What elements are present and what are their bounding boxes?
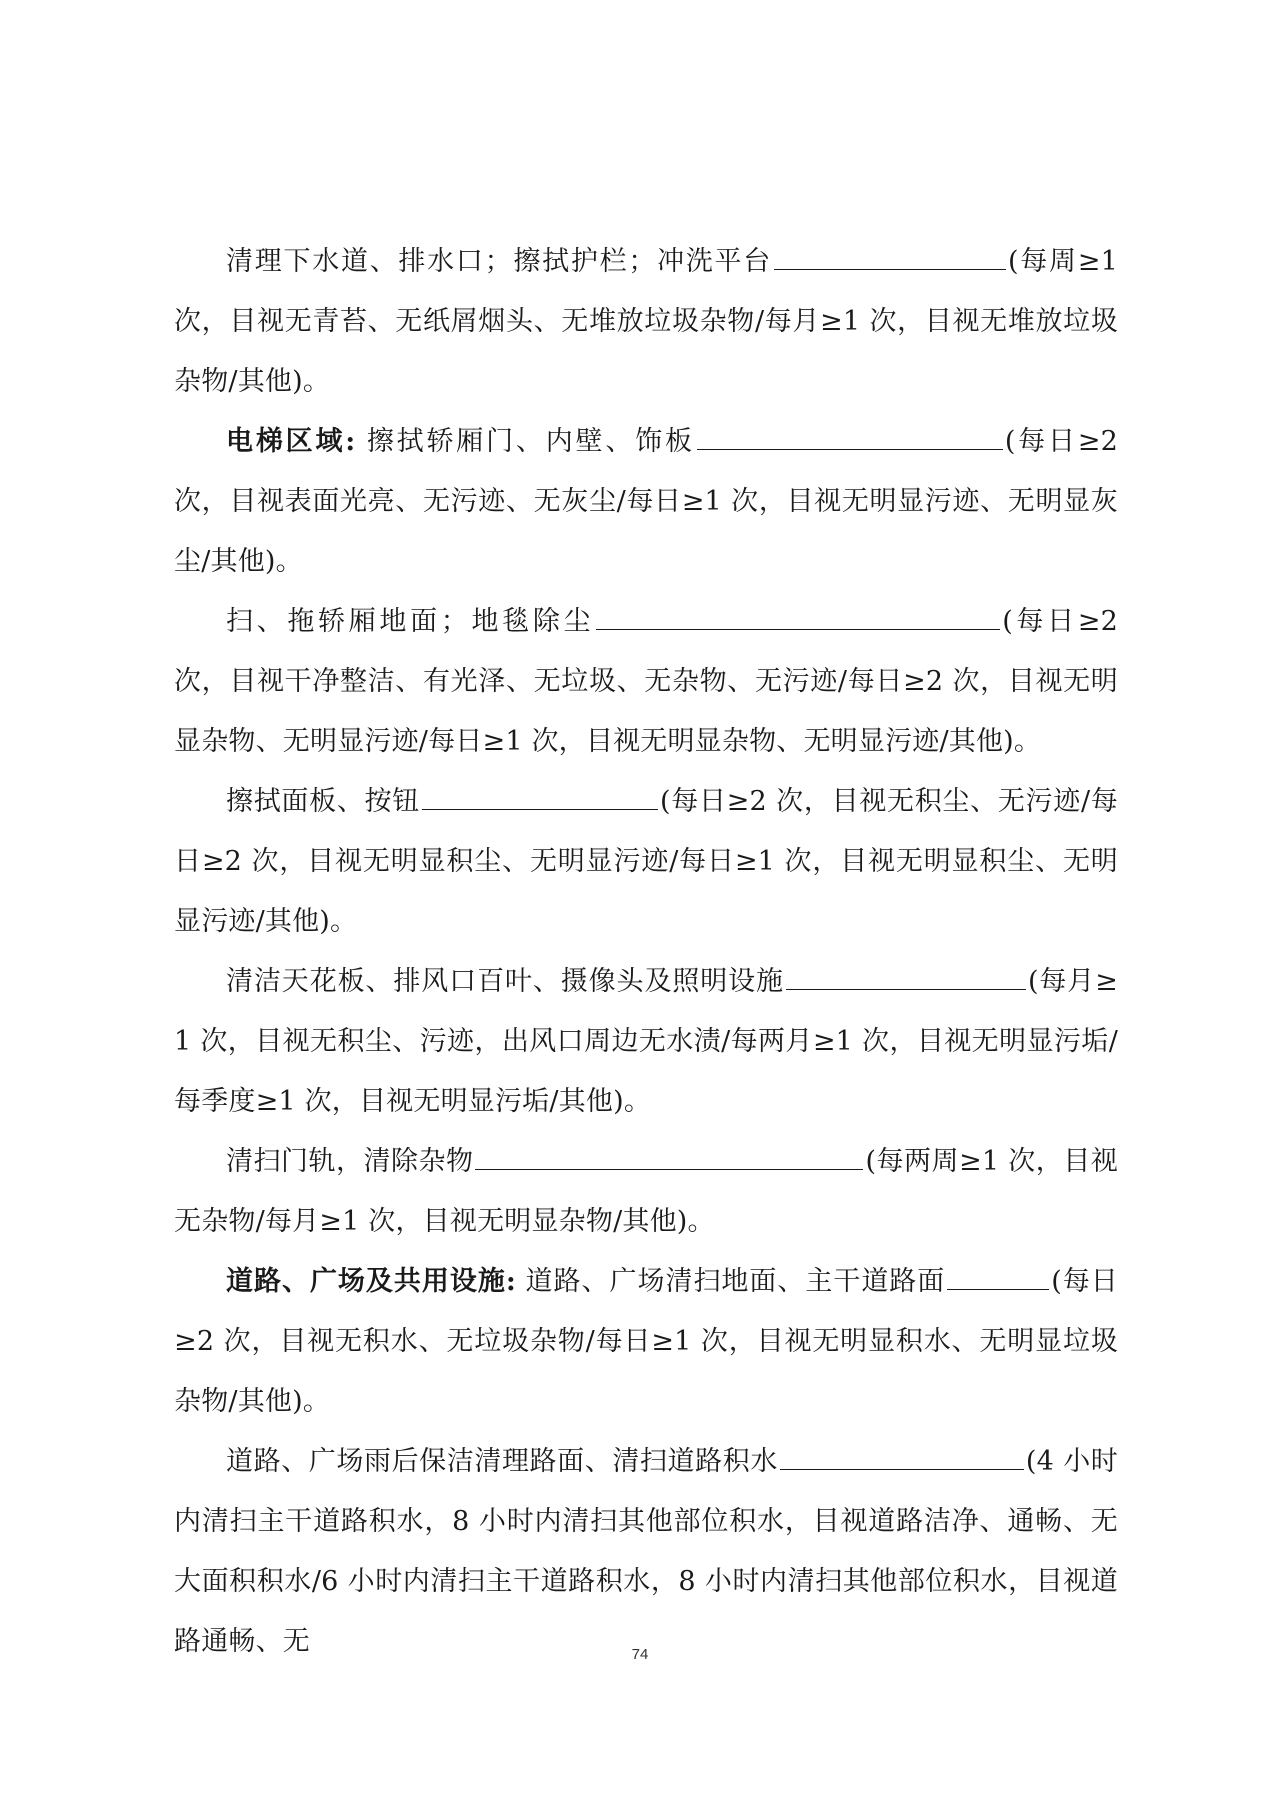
section-heading-elevator: 电梯区域: bbox=[226, 426, 356, 457]
requirement-text: (每日≥2 次，目视干净整洁、有光泽、无垃圾、无杂物、无污迹/每日≥2 次，目视无明显杂物、无明显污迹/每日≥1 次，目视无明显杂物、无明显污迹/其他)。 bbox=[174, 606, 1118, 757]
requirement-text: (每日≥2 次，目视无积水、无垃圾杂物/每日≥1 次，目视无明显积水、无明显垃圾杂物/其他)。 bbox=[174, 1266, 1118, 1417]
fill-in-blank bbox=[774, 249, 1006, 270]
fill-in-blank bbox=[697, 429, 1003, 450]
fill-in-blank bbox=[475, 1149, 863, 1170]
requirement-text: (每月≥1 次，目视无积尘、污迹，出风口周边无水渍/每两月≥1 次，目视无明显污垢/每季度≥1 次，目视无明显污垢/其他)。 bbox=[174, 966, 1119, 1117]
page-number: 74 bbox=[631, 1646, 649, 1663]
paragraph-elevator-walls bbox=[174, 412, 1118, 592]
fill-in-blank bbox=[422, 789, 658, 810]
paragraph-elevator-panel bbox=[174, 772, 1118, 952]
task-text: 扫、拖轿厢地面；地毯除尘 bbox=[226, 606, 595, 637]
task-text: 擦拭面板、按钮 bbox=[226, 786, 420, 817]
fill-in-blank bbox=[596, 609, 1000, 630]
task-text: 清理下水道、排水口；擦拭护栏；冲洗平台 bbox=[226, 246, 773, 277]
requirement-text: (每日≥2 次，目视表面光亮、无污迹、无灰尘/每日≥1 次，目视无明显污迹、无明显灰尘/其他)。 bbox=[174, 426, 1118, 577]
requirement-text: (每周≥1 次，目视无青苔、无纸屑烟头、无堆放垃圾杂物/每月≥1 次，目视无堆放垃圾杂物/其他)。 bbox=[174, 246, 1118, 397]
paragraph-elevator-floor bbox=[174, 592, 1118, 772]
document-body bbox=[174, 232, 1118, 1672]
paragraph-drain-cleaning bbox=[174, 232, 1118, 412]
task-text: 擦拭轿厢门、内壁、饰板 bbox=[355, 426, 695, 457]
paragraph-elevator-ceiling bbox=[174, 952, 1118, 1132]
paragraph-rain-cleanup bbox=[174, 1432, 1118, 1672]
fill-in-blank bbox=[780, 1449, 1024, 1470]
requirement-text: (每两周≥1 次，目视无杂物/每月≥1 次，目视无明显杂物/其他)。 bbox=[174, 1146, 1118, 1237]
task-text: 清洁天花板、排风口百叶、摄像头及照明设施 bbox=[226, 966, 784, 997]
paragraph-door-rail bbox=[174, 1132, 1118, 1252]
requirement-text: (4 小时内清扫主干道路积水，8 小时内清扫其他部位积水，目视道路洁净、通畅、无大面积积水/6 小时内清扫主干道路积水，8 小时内清扫其他部位积水，目视道路通畅、无 bbox=[174, 1446, 1119, 1657]
task-text: 道路、广场清扫地面、主干道路面 bbox=[515, 1266, 946, 1297]
section-heading-roads: 道路、广场及共用设施: bbox=[226, 1266, 516, 1297]
paragraph-roads-squares bbox=[174, 1252, 1118, 1432]
fill-in-blank bbox=[786, 969, 1026, 990]
fill-in-blank bbox=[947, 1269, 1049, 1290]
requirement-text: (每日≥2 次，目视无积尘、无污迹/每日≥2 次，目视无明显积尘、无明显污迹/每日≥1 次，目视无明显积尘、无明显污迹/其他)。 bbox=[174, 786, 1118, 937]
task-text: 清扫门轨，清除杂物 bbox=[226, 1146, 474, 1177]
task-text: 道路、广场雨后保洁清理路面、清扫道路积水 bbox=[226, 1446, 778, 1477]
